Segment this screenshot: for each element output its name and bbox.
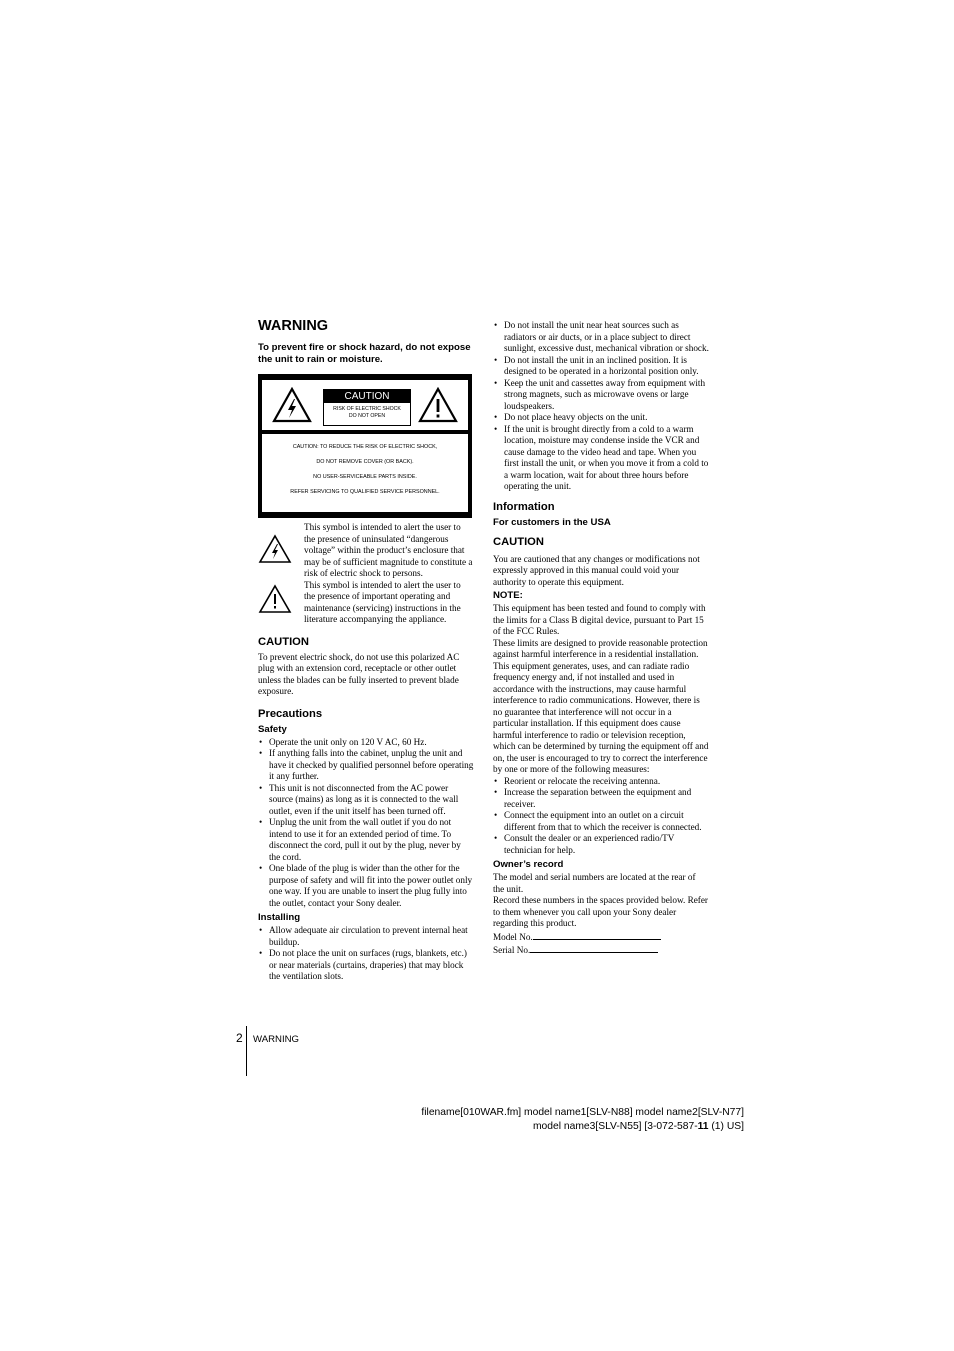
label-line: REFER SERVICING TO QUALIFIED SERVICE PERSONNEL.: [290, 489, 440, 495]
serial-number-line: [493, 943, 709, 957]
list-item: • Keep the unit and cassettes away from equipment with strong magnets, such as microwave ovens or large loudspeakers.: [493, 378, 709, 413]
caution-text: You are cautioned that any changes or modifications not expressly approved in this manual could void your authority to operate this equipment.: [493, 553, 700, 587]
caution-title: CAUTION: [493, 535, 544, 548]
caution-plate-sub2: DO NOT OPEN: [348, 413, 386, 419]
list-item: • Consult the dealer or an experienced radio/TV technician for help.: [493, 833, 709, 856]
installing-title: Installing: [258, 912, 301, 923]
warning-lead: To prevent fire or shock hazard, do not expose the unit to rain or moisture.: [258, 342, 471, 365]
symbol1-text: This symbol is intended to alert the user to the presence of uninsulated “dangerous voltage” within the product’s enclosure that may be of sufficient magnitude to constitute a risk of electric shock to persons.: [304, 522, 473, 578]
model-number-blank: [533, 930, 661, 940]
file-info-line2: model name3[SLV-N55] [3-072-587-11 (1) US]: [532, 1121, 744, 1132]
model-number-label: Model No.: [493, 931, 533, 942]
warning-title: WARNING: [258, 318, 329, 334]
owners-paragraph: The model and serial numbers are located at the rear of the unit.: [493, 872, 696, 894]
model-number-line: [493, 930, 709, 944]
information-title: Information: [493, 500, 555, 513]
list-item: • Allow adequate air circulation to prevent internal heat buildup.: [258, 925, 474, 948]
caution-plate: [323, 389, 411, 426]
file-info-line1: filename[010WAR.fm] model name1[SLV-N88] model name2[SLV-N77]: [421, 1107, 744, 1118]
label-line: NO USER-SERVICEABLE PARTS INSIDE.: [313, 474, 417, 480]
caution-plate-head: CAUTION: [324, 390, 410, 403]
owners-paragraph: Record these numbers in the spaces provided below. Refer to them whenever you call upon your Sony dealer regarding this product.: [493, 895, 708, 928]
list-item: • Do not install the unit near heat sources such as radiators or air ducts, or in a place subject to direct sunlight, excessive dust, mechanical vibration or shock.: [493, 320, 709, 355]
symbol2-text: This symbol is intended to alert the user to the presence of important operating and maintenance (servicing) instructions in the literature accompanying the appliance.: [304, 579, 461, 624]
list-item: • One blade of the plug is wider than the other for the purpose of safety and will fit into the power outlet only one way. If you are unable to insert the plug fully into the outlet, contact your Sony dealer.: [258, 863, 474, 909]
lightning-bolt-icon: [258, 534, 292, 564]
note-paragraph: This equipment has been tested and found to comply with the limits for a Class B digital device, pursuant to Part 15 of the FCC Rules.: [493, 603, 706, 636]
caution-label: [258, 374, 472, 518]
list-item: • If anything falls into the cabinet, unplug the unit and have it checked by qualified personnel before operating it any further.: [258, 748, 474, 783]
owners-record-title: Owner’s record: [493, 859, 564, 870]
label-line: DO NOT REMOVE COVER (OR BACK).: [316, 459, 414, 465]
list-item: • Operate the unit only on 120 V AC, 60 Hz.: [258, 737, 474, 749]
list-item: • Unplug the unit from the wall outlet if you do not intend to use it for an extended period of time. To disconnect the cord, pull it out by the plug, never by the cord.: [258, 817, 474, 863]
exclamation-icon: [418, 387, 458, 423]
serial-number-label: Serial No.: [493, 945, 531, 955]
precautions-title: Precautions: [258, 707, 323, 720]
file-info: [421, 1106, 744, 1134]
installing-list: [258, 925, 474, 983]
list-item: • Do not install the unit in an inclined position. It is designed to be operated in a horizontal position only.: [493, 355, 709, 378]
symbol-explanation-instructions: [258, 580, 474, 626]
serial-number-blank: [530, 943, 658, 953]
list-item: • This unit is not disconnected from the AC power source (mains) as long as it is connected to the wall outlet, even if the unit itself has been turned off.: [258, 783, 474, 818]
usa-title: For customers in the USA: [493, 516, 611, 528]
caution-plate-sub1: RISK OF ELECTRIC SHOCK: [333, 406, 401, 412]
caution-label-text: [262, 434, 468, 496]
note-title: NOTE:: [493, 590, 523, 601]
list-item: • Reorient or relocate the receiving antenna.: [493, 776, 709, 788]
exclamation-icon: [258, 584, 292, 614]
measures-list: [493, 776, 709, 857]
safety-list: [258, 737, 474, 910]
caution-text: To prevent electric shock, do not use this polarized AC plug with an extension cord, receptacle or other outlet unless the blades can be fully inserted to prevent blade exposure.: [258, 651, 460, 696]
left-column: [258, 316, 474, 983]
note-paragraph: This equipment generates, uses, and can radiate radio frequency energy and, if not installed and used in accordance with the instructions, may cause harmful interference to radio communications. However, there is no guarantee that interference will not occur in a particular installation. If this equipment does cause harmful interference to radio or television reception, which can be determined by turning the equipment off and on, the user is encouraged to try to correct the interference by one or more of the following measures:: [493, 660, 709, 774]
symbol-explanation-voltage: [258, 522, 474, 580]
page-number: 2: [236, 1031, 243, 1045]
label-line: CAUTION: TO REDUCE THE RISK OF ELECTRIC SHOCK,: [292, 444, 438, 450]
list-item: • Increase the separation between the equipment and receiver.: [493, 787, 709, 810]
list-item: • Do not place the unit on surfaces (rugs, blankets, etc.) or near materials (curtains, draperies) that may block the ventilation slots.: [258, 948, 474, 983]
caution-title: CAUTION: [258, 635, 309, 648]
list-item: • Do not place heavy objects on the unit.: [493, 412, 709, 424]
safety-title: Safety: [258, 723, 287, 735]
footer-divider: [246, 1026, 247, 1076]
footer-section: WARNING: [253, 1034, 300, 1045]
right-column: [493, 320, 709, 957]
list-item: • If the unit is brought directly from a cold to a warm location, moisture may condense inside the VCR and cause damage to the video head and tape. When you first install the unit, or when you move it from a cold to a warm location, wait for about three hours before operating the unit.: [493, 424, 709, 493]
installing-list-continued: [493, 320, 709, 493]
lightning-bolt-icon: [272, 387, 312, 423]
list-item: • Connect the equipment into an outlet on a circuit different from that to which the receiver is connected.: [493, 810, 709, 833]
note-paragraph: These limits are designed to provide reasonable protection against harmful interference in a residential installation.: [493, 637, 708, 659]
